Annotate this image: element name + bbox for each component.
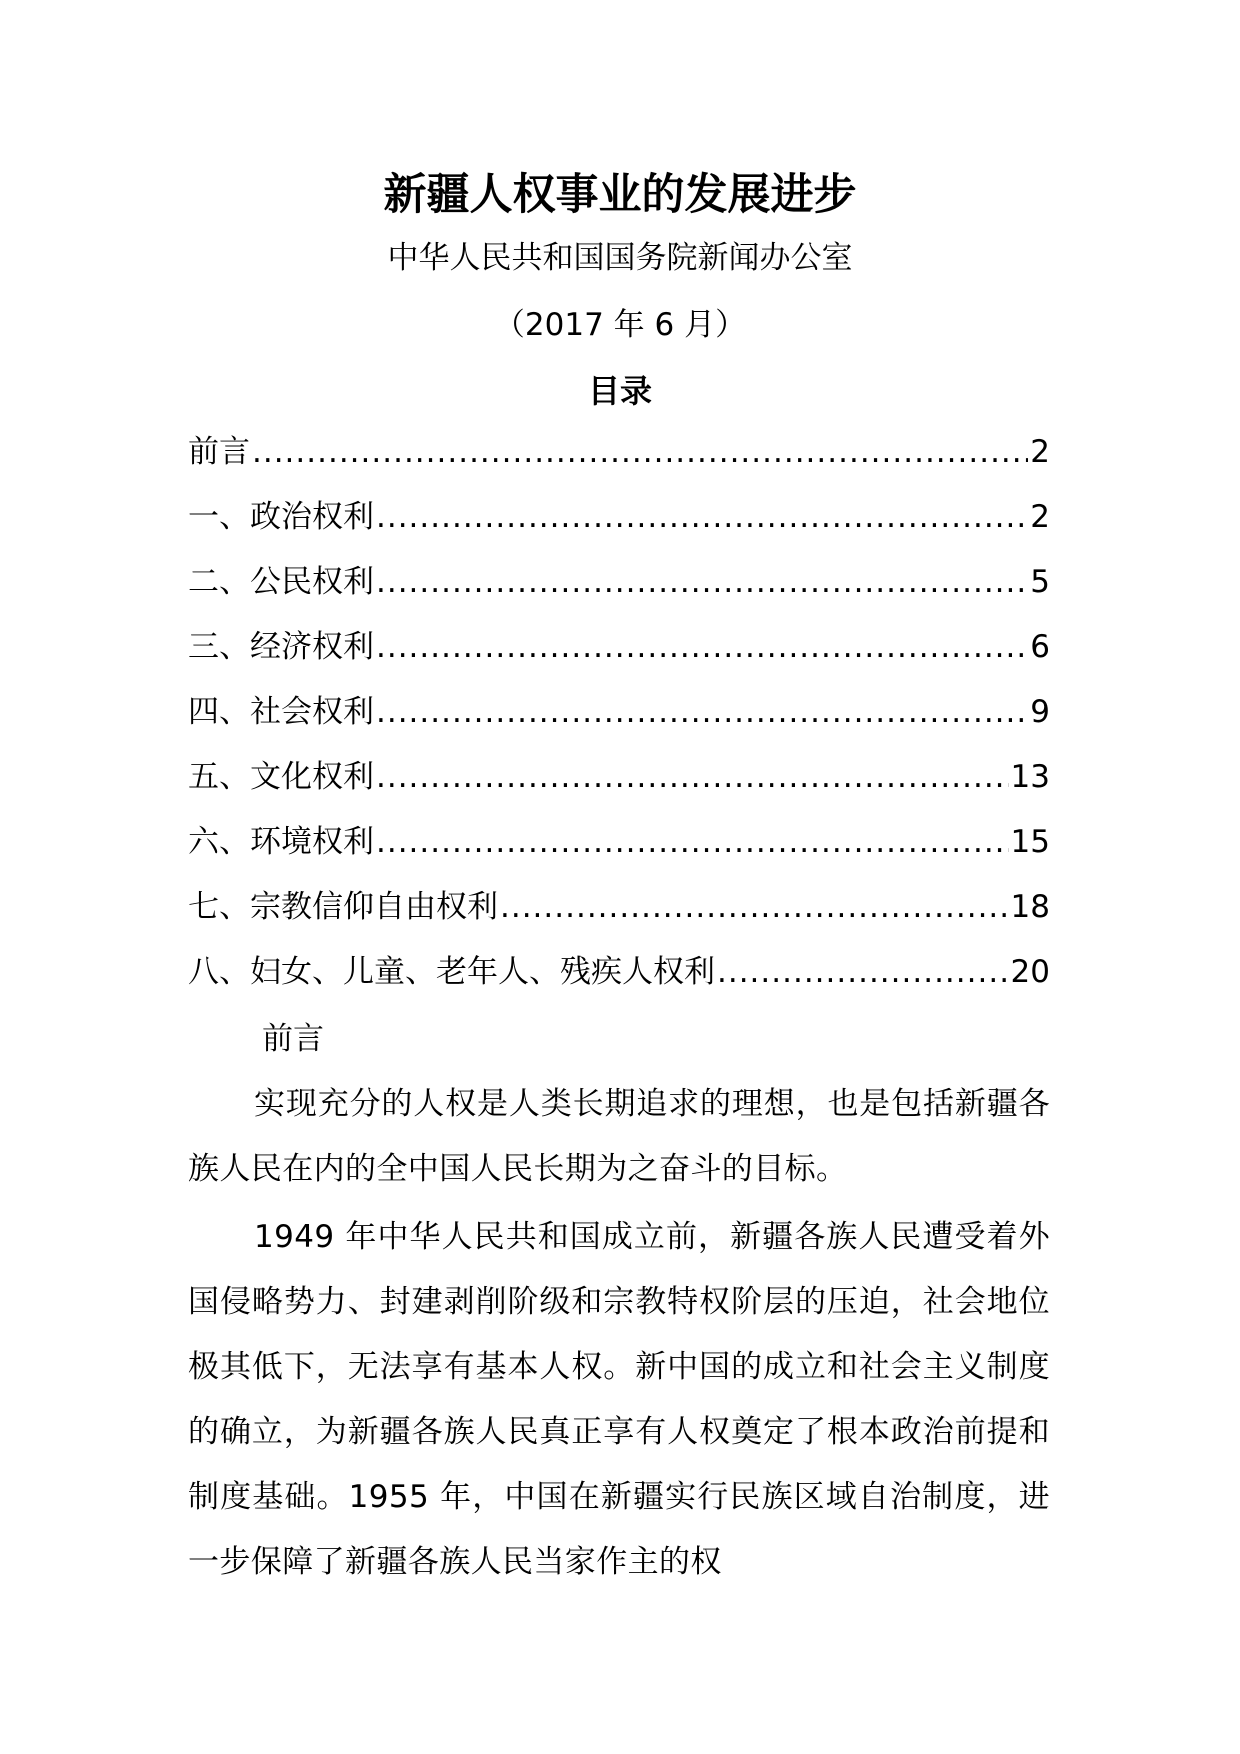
toc-dot-leader — [376, 820, 1009, 864]
toc-entry-civil-rights[interactable] — [188, 560, 1050, 625]
toc-entry-women-children-elderly-disabled[interactable] — [188, 950, 1050, 1015]
toc-heading: 目录 — [587, 372, 652, 410]
toc-entry-page: 20 — [1010, 954, 1050, 990]
toc-entry-page: 13 — [1010, 759, 1050, 795]
toc-entry-page: 15 — [1010, 824, 1050, 860]
toc-dot-leader — [376, 755, 1009, 799]
table-of-contents — [188, 430, 1050, 1015]
toc-entry-label: 五、文化权利 — [188, 759, 374, 795]
toc-entry-religious-freedom[interactable] — [188, 885, 1050, 950]
toc-dot-leader — [376, 690, 1028, 734]
toc-entry-page: 6 — [1030, 629, 1050, 665]
toc-entry-label: 七、宗教信仰自由权利 — [188, 889, 498, 925]
document-date: （2017 年 6 月） — [493, 307, 747, 343]
toc-entry-page: 2 — [1030, 499, 1050, 535]
toc-entry-label: 一、政治权利 — [188, 499, 374, 535]
toc-entry-label: 三、经济权利 — [188, 629, 374, 665]
toc-entry-page: 9 — [1030, 694, 1050, 730]
toc-entry-label: 二、公民权利 — [188, 564, 374, 600]
toc-entry-label: 八、妇女、儿童、老年人、残疾人权利 — [188, 954, 715, 990]
document-title: 新疆人权事业的发展进步 — [383, 170, 857, 220]
toc-entry-label: 四、社会权利 — [188, 694, 374, 730]
toc-dot-leader — [252, 430, 1028, 474]
toc-entry-page: 5 — [1030, 564, 1050, 600]
toc-dot-leader — [500, 885, 1009, 929]
toc-entry-economic-rights[interactable] — [188, 625, 1050, 690]
toc-entry-environmental-rights[interactable] — [188, 820, 1050, 885]
toc-entry-social-rights[interactable] — [188, 690, 1050, 755]
toc-entry-page: 18 — [1010, 889, 1050, 925]
toc-dot-leader — [376, 495, 1028, 539]
body-paragraph: 实现充分的人权是人类长期追求的理想，也是包括新疆各族人民在内的全中国人民长期为之奋斗的目标。 — [188, 1086, 1050, 1187]
toc-entry-cultural-rights[interactable] — [188, 755, 1050, 820]
toc-entry-political-rights[interactable] — [188, 495, 1050, 560]
toc-entry-label: 前言 — [188, 434, 250, 470]
document-issuer: 中华人民共和国国务院新闻办公室 — [387, 240, 853, 276]
toc-entry-page: 2 — [1030, 434, 1050, 470]
toc-entry-preface[interactable] — [188, 430, 1050, 495]
section-heading-preface: 前言 — [262, 1021, 324, 1057]
toc-dot-leader — [376, 625, 1028, 669]
body-paragraph: 1949 年中华人民共和国成立前，新疆各族人民遭受着外国侵略势力、封建剥削阶级和宗教特权阶层的压迫，社会地位极其低下，无法享有基本人权。新中国的成立和社会主义制度的确立，为新疆各族人民真正享有人权奠定了根本政治前提和制度基础。1955 年，中国在新疆实行民族区域自治制度，进一步保障了新疆各族人民当家作主的权 — [188, 1219, 1050, 1580]
toc-dot-leader — [376, 560, 1028, 604]
toc-dot-leader — [717, 950, 1009, 994]
toc-entry-label: 六、环境权利 — [188, 824, 374, 860]
